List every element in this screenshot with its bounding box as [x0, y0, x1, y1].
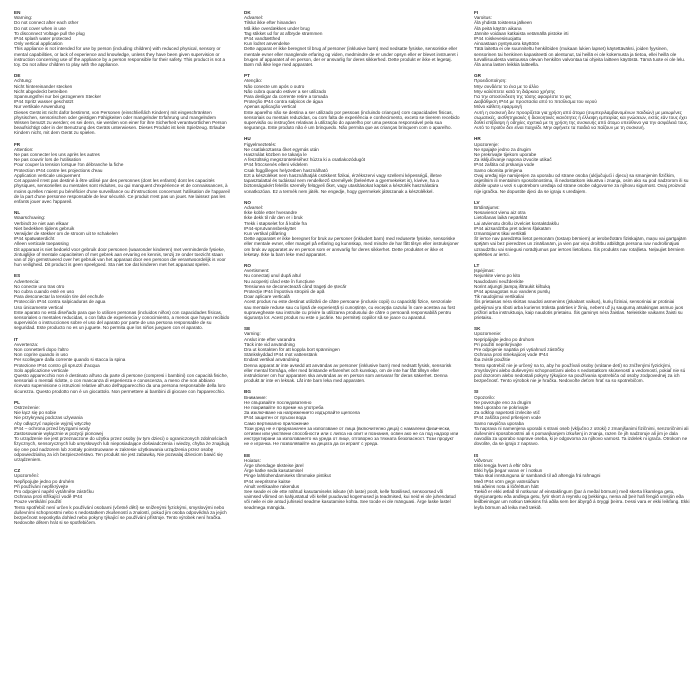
language-code: DE	[14, 73, 21, 79]
warning-heading: Advertencia:	[14, 278, 40, 284]
warning-line: Nu conectați unul după altul	[244, 273, 301, 279]
warning-line: Μόνο κάθετη εφαρμογή	[474, 104, 523, 110]
warning-line: Doar aplicare verticală	[244, 294, 290, 300]
warning-line: Ekki hylja þegar varan er í notkun	[474, 468, 543, 474]
warning-line: Ne spajajte jedno za drugim	[474, 146, 531, 152]
language-code: IS	[474, 452, 479, 458]
language-code: SI	[474, 389, 479, 395]
language-section-is	[474, 453, 690, 510]
warning-line: IP44 zaščita pred pršenjem vode	[474, 415, 541, 421]
language-code: FI	[474, 10, 479, 15]
language-section-pt	[244, 73, 460, 130]
warning-line: Með IP44 vörn gegn vatnsúðum	[474, 478, 540, 484]
warning-line: Διαβάθμιση IP44 με προστασία από το πιτσίλισμα του νερού	[474, 99, 597, 105]
column-right	[474, 10, 690, 692]
warning-line: Ne prekrivajte tijekom uporabe	[474, 152, 537, 158]
warning-line: Pri použití neprikrývajte	[474, 341, 522, 347]
warning-line: Niet bedekken tijdens gebruik	[14, 225, 75, 231]
usage-paragraph: Този уред не е предназначен за използване от лица (включително деца) с намалени физически, сетивни или умствени способности или с липса на опит и познания, освен ако не са под надзор или инструктирани за използването на уреда от лице, отговорно за тяхната безопасност. Този продукт не е играчка. Не позволявайте на децата да си играят с уреда.	[244, 425, 459, 447]
usage-paragraph: Dieses Gerät ist nicht dafür bestimmt, von Personen (einschließlich Kindern) mit eingeschränkten physischen, sensorischen oder geistigen Fähigkeiten oder mangelnder Erfahrung und mangelndem Wissen benutzt zu werden; es sei denn, sie werden von einer für ihre Sicherheit verantwortlichen Person beaufsichtigt oder in der Benutzung des Geräts unterwiesen. Dieses Produkt ist kein Spielzeug. Erlaube Kindern nicht, mit dem Gerät zu spielen.	[14, 109, 227, 136]
warning-heading: Varning:	[244, 331, 261, 337]
warning-line: Pour couper la tension lorsque l'on débranche la fiche	[14, 162, 124, 168]
warning-line: Tilslut ikke efter hinanden	[244, 20, 296, 26]
warning-heading: Brīdinājums:	[474, 204, 500, 210]
warning-line: Do not connect after each other	[14, 20, 79, 26]
warning-heading: Waarschuwing:	[14, 215, 46, 221]
warning-line: Nepřipojujte jedno po druhém	[14, 478, 75, 484]
usage-paragraph: Ta naprava ni namenjena uporabi s strani oseb (vključno z otroki) z zmanjšanimi fizičnimi, senzoričnimi ali duševnimi sposobnostmi ali s pomanjkanjem izkušenj in znanja, razen če jih nadzoruje ali jim je dala navodila za uporabo naprave oseba, ki je odgovorna za njihovo varnost. Ta izdelek ni igrača. Otrokom ne dovolite, da se igrajo z napravo.	[474, 425, 689, 447]
warning-line: A feszültség megszüntetéséhez húzza ki a csatlakozódugót	[244, 157, 366, 163]
warning-line: Não conecte um após o outro	[244, 83, 305, 89]
warning-line: Täck inte vid användning	[244, 341, 295, 347]
warning-line: Aby odłączyć napięcie wyjmij wtyczkę	[14, 420, 91, 426]
usage-paragraph: Αυτή η συσκευή δεν προορίζεται για χρήση από άτομα (συμπεριλαμβανομένων παιδιών) με μειωμένες σωματικές, αισθητηριακές ή διανοητικές ικανότητες ή έλλειψη εμπειρίας και γνώσεων, εκτός εάν τους έχει δοθεί επίβλεψη ή οδηγίες σχετικά με τη χρήση της συσκευής από άτομο υπεύθυνο για την ασφάλειά τους. Αυτό το προϊόν δεν είναι παιχνίδι. Μην αφήνετε τα παιδιά να παίζουν με τη συσκευή.	[474, 109, 689, 131]
warning-line: Do not cover when in use	[14, 25, 66, 31]
warning-line: IP44 veepritsme kaitse	[244, 478, 291, 484]
warning-line: Må ikke overdækkes under brug	[244, 25, 310, 31]
warning-line: Μην συνδέετε το ένα με το άλλο	[474, 83, 539, 89]
usage-paragraph: Cet appareil n'est pas destiné à être utilisé par des personnes (dont les enfants) dont les capacités physiques, sensorielles ou mentales sont réduites, ou qui manquent d'expérience et de connaissances, à moins qu'elles n'aient pu bénéficier d'une surveillance ou d'instructions concernant l'utilisation de l'appareil de la part d'une personne responsable de leur sécurité. Ce produit n'est pas un jouet. Ne laissez pas les enfants jouer avec l'appareil.	[14, 178, 230, 204]
warning-line: Ne csatlakoztassa őket egymás után	[244, 146, 319, 152]
warning-heading: Avertisment:	[244, 268, 270, 274]
warning-line: To disconnect Voltage pull the plug	[14, 30, 85, 36]
warning-line: Jännite voidaan katkaista vetämällä pistoke irti	[474, 30, 569, 36]
warning-line: Non coprire quando in uso	[14, 352, 68, 358]
warning-line: Älä yhdistä toistensa jälkeen	[474, 20, 532, 26]
language-section-hu	[244, 136, 460, 193]
warning-line: Per scollegare dalla corrente quando si stacca la spina	[14, 357, 126, 363]
usage-paragraph: Ezt a készüléket nem használhatják csökkent fizikai, érzékszervi vagy szellemi képességű, illetve tapasztalattal és tudással nem rendelkező személyek (beleértve a gyermekeket is), kivéve, ha a biztonságukért felelős személy felügyeli őket, vagy utasításokat kaptak a készülék használatára vonatkozóan. Ez a termék nem játék. Ne engedje, hogy gyermekek játsszanak a készülékkel.	[244, 172, 442, 194]
warning-heading: Viðvörun:	[474, 457, 494, 463]
warning-line: Samo okomita primjena	[474, 167, 523, 173]
usage-paragraph: Este aparato no está diseñado para que lo utilicen personas (incluidos niños) con capacidades físicas, sensoriales o mentales reducidas, o con falta de experiencia y conocimiento, a menos que hayan recibido supervisión o instrucciones sobre el uso del aparato por parte de una persona responsable de su seguridad. Este producto no es un juguete. No permita que los niños jueguen con el aparato.	[14, 309, 230, 331]
warning-heading: Hoiatus:	[244, 457, 261, 463]
warning-heading: Avvertenza:	[14, 341, 39, 347]
warning-line: Não cubra quando estiver a ser utilizado	[244, 88, 327, 94]
usage-paragraph: Dit apparaat is niet bedoeld voor gebruik door personen (waaronder kinderen) met verminderde fysieke, zintuiglijke of mentale capaciteiten of met gebrek aan ervaring en kennis, tenzij ze onder toezicht staan van of zijn geïnstrueerd over het gebruik van het apparaat door een persoon die verantwoordelijk is voor hun veiligheid. Dit product is geen speelgoed. Sta niet toe dat kinderen met het apparaat spelen.	[14, 246, 226, 268]
language-code: RO	[244, 262, 251, 268]
warning-line: Nicht hintereinander stecken	[14, 83, 73, 89]
warning-line: Trekk i støpselet for å koble fra	[244, 220, 307, 226]
warning-line: Má aðeins nota á lóðréttum hátt	[474, 483, 539, 489]
warning-line: Apenas aplicação vertical	[244, 104, 297, 110]
warning-line: No conecte uno tras otro	[14, 283, 65, 289]
column-left	[14, 10, 230, 692]
language-section-bg	[244, 389, 460, 446]
usage-paragraph: Tätä laitetta ei ole suunniteltu henkilöiden (mukaan lukien lapset) käytettäväksi, joiden fyysinen, sensorinen tai henkinen kapasiteetti on alentunut, tai heillä ei ole kokemusta ja tietoa, ellei heillä ole turvallisuudesta vastuussa olevan henkilön valvontaa tai ohjeita laitteen käytöstä. Tämä tuote ei ole lelu. Älä anna lasten leikkiä laitteella.	[474, 46, 686, 68]
warning-line: Ochrana proti stříkající vodě IP44	[14, 494, 83, 500]
usage-paragraph: To urządzenie nie jest przeznaczone do użytku przez osoby (w tym dzieci) o ograniczonych zdolnościach fizycznych, sensorycznych lub umysłowych lub nieposiadające doświadczenia i wiedzy, chyba że znajdują się one pod nadzorem lub zostały poinstruowane w zakresie użytkowania urządzenia przez osobę odpowiedzialną za ich bezpieczeństwo. Ten produkt nie jest zabawką. Nie pozwalaj dzieciom bawić się urządzeniem.	[14, 436, 230, 463]
warning-line: Stänkskyddad IP44 mot vattenstänk	[244, 352, 318, 358]
warning-line: IP44 apsaugotas nuo vandens purslų	[474, 288, 550, 294]
warning-line: Nejunkite vieno po kito	[474, 273, 521, 279]
language-code: EN	[14, 10, 21, 15]
warning-line: Kun vertikal påføring	[244, 230, 287, 236]
language-section-cz	[14, 468, 230, 525]
language-section-lt	[474, 263, 690, 320]
warning-line: Para desconectar la tensión tire del enchufe	[14, 294, 104, 300]
warning-line: Nepripájajte jedno po druhom	[474, 336, 535, 342]
warning-line: Ne povezujte eno za drugim	[474, 399, 532, 405]
warning-line: Ainult vertikaalne rakendus	[244, 483, 300, 489]
language-code: IT	[14, 336, 19, 342]
warning-heading: Opozorilo:	[474, 394, 495, 400]
warning-line: Anslut inte efter varandra	[244, 336, 296, 342]
warning-line: Izmantojams tikai vertikāli	[474, 230, 527, 236]
language-code: DK	[244, 10, 251, 15]
language-section-dk	[244, 10, 460, 67]
language-section-en	[14, 10, 230, 67]
language-code: ES	[14, 273, 21, 279]
warning-line: Zastosowanie wyłącznie w pozycji pionowej	[14, 431, 103, 437]
warning-line: Ikke koble etter hverandre	[244, 210, 298, 216]
warning-line: IP44 защитен от пръски вода	[244, 415, 307, 421]
warning-line: Iba zvislé použitie	[474, 357, 511, 363]
warning-line: Ochrana proti striekajúcej vode IP44	[474, 352, 549, 358]
column-middle	[244, 10, 460, 692]
language-section-sk	[474, 326, 690, 383]
warning-line: Ärge ühendage üksteise järel	[244, 463, 304, 469]
warning-line: IP44 splash water protected	[14, 36, 71, 42]
language-section-ee	[244, 453, 460, 510]
warning-line: Verbindt ze niet aan elkaar	[14, 220, 69, 226]
warning-heading: Warning:	[14, 15, 33, 21]
language-code: PT	[244, 73, 250, 79]
warning-line: Nesavienot vienu aiz otra	[474, 210, 526, 216]
warning-heading: Advarsel:	[244, 15, 264, 21]
language-code: SE	[244, 326, 251, 332]
warning-line: Uso únicamente vertical	[14, 304, 64, 310]
warning-line: IP44 – ochrona przed bryzgami wody	[14, 425, 90, 431]
warning-line: Protezione IP44 contro gli spruzzi d'acqua	[14, 362, 100, 368]
language-code: HU	[244, 136, 251, 142]
language-section-ro	[244, 263, 460, 320]
usage-paragraph: Šī ierīce nav paredzēta lietot personām (tostarp bērniem) ar ierobežotām fiziskajām, maņu vai garīgajām spējām vai bez pieredzes un zināšanām, ja vien par viņu drošību atbildīgā persona nav nodrošinājusi uzraudzību vai sniegusi norādījumus par ierīces lietošanu. Šis produkts nav rotaļlieta. Neļaujiet bērniem spēlēties ar ierīci.	[474, 236, 687, 257]
warning-heading: Įspėjimas:	[474, 268, 495, 274]
warning-line: Med uporabo ne pokrivajte	[474, 405, 529, 411]
warning-line: Älä peitä käytön aikana	[474, 25, 522, 31]
warning-line: Protecție IP44 împotriva stropirii de apă	[244, 288, 325, 294]
warning-heading: Προειδοποίηση:	[474, 78, 507, 84]
warning-heading: Upozorenje:	[474, 141, 499, 147]
usage-paragraph: Tækið er ekki ætlað til notkunar af einstaklingum (þar á meðal börnum) með skerta líkamlega getu, skynjunargetu eða andlega getu, fyrir skort á reynslu og þekkingu, nema að þeir hafi fengið umsjón eða leiðbeiningar um notkun tækisins frá aðila sem ber ábyrgð á öryggi þeirra. Þessi vara er ekki leikfang. Ekki leyfa börnum að leika með tækið.	[474, 489, 690, 510]
warning-line: IP44 Spritz wasser geschützt	[14, 99, 74, 105]
warning-line: Nicht abgedeckt betreiben	[14, 88, 68, 94]
warning-line: Alleen verticale toepassing	[14, 241, 69, 247]
language-section-gr	[474, 73, 690, 130]
warning-line: Lietošanas laikā nepārklāt	[474, 215, 528, 221]
warning-line: Ekki tengja hvert á eftir öðru	[474, 463, 532, 469]
warning-line: Tik naudojimui vertikaliai	[474, 294, 524, 300]
usage-paragraph: Denna apparat är inte avsedd att användas av personer (inklusive barn) med nedsatt fysisk, sensorisk eller mental förmåga, eller med bristande erfarenhet och kunskap, om de inte har fått tillsyn eller instruktioner om hur apparaten ska användas av en person som ansvarar för deras säkerhet. Denna produkt är inte en leksak. Låt inte barn leka med apparaten.	[244, 362, 452, 384]
usage-paragraph: See seade ei ole ette nähtud kasutamiseks isikute (sh laste) poolt, kelle füüsilised, sensoorsed või vaimsed võimed on kahjustatud või kellel puuduvad kogemused ja teadmised, kui neid ei ole juhendatud või neile ei ole antud juhiseid seadme kasutamise kohta. See toode ei ole mänguasi. Ärge laske lastel seadmega mängida.	[244, 489, 456, 510]
language-section-si	[474, 389, 690, 446]
warning-line: Verwijder de stekker om de stroom uit te schakelen	[14, 230, 118, 236]
warning-line: Nie łącz się po sobie	[14, 410, 57, 416]
warning-line: Při používání nepřikrývejte	[14, 483, 69, 489]
language-section-pl	[14, 400, 230, 462]
warning-line: IP44 roiskevesisuojattu	[474, 36, 522, 42]
warning-heading: Atenção:	[244, 78, 263, 84]
language-section-se	[244, 326, 460, 383]
warning-line: Не покривайте по време на употреба	[244, 405, 324, 411]
warning-line: Non connetterli dopo l'altro	[14, 346, 69, 352]
warning-line: Protección IP44 contra salpicaduras de agua	[14, 299, 106, 305]
language-section-es	[14, 273, 230, 330]
language-code: SK	[474, 326, 481, 332]
warning-line: Taka skal innstunguna úr sambandi til að aftengja frá rafmagni	[474, 473, 601, 479]
warning-line: Ne pas connecter les uns après les autres	[14, 152, 100, 158]
warning-line: Ärge katke seda kasutamisel	[244, 468, 303, 474]
warning-line: Használat közben ne takarja le	[244, 152, 307, 158]
language-section-no	[244, 200, 460, 257]
warning-line: За изключване на напрежението издърпайте щепсела	[244, 410, 360, 416]
warning-line: Pinge lahtiühendamiseks tõmmake pistikut	[244, 473, 331, 479]
language-section-fi	[474, 10, 690, 67]
warning-line: Tag stikket ud for at afbryde strømmen	[244, 30, 323, 36]
usage-paragraph: Questo apparecchio non è destinato all'uso da parte di persone (compresi i bambini) con capacità fisiche, sensoriali o mentali ridotte, o con mancanza di esperienza e conoscenza, a meno che non abbiano ricevuto supervisione o istruzioni relative all'uso dell'apparecchio da una persona responsabile della loro sicurezza. Questo prodotto non è un giocattolo. Non permettere ai bambini di giocare con l'apparecchio.	[14, 373, 229, 394]
language-code: NL	[14, 210, 21, 216]
warning-line: Не свързвайте последователно	[244, 399, 312, 405]
warning-line: Protection IP44 contre les projections d'eau	[14, 167, 103, 173]
warning-line: Samo navpična uporaba	[474, 420, 524, 426]
warning-line: Pouze vertikální použití	[14, 499, 62, 505]
warning-line: Only vertical application	[14, 41, 63, 47]
language-code: PL	[14, 399, 20, 405]
warning-line: Pre odpojenie napätia pri vytiahnutí zástrčky	[474, 346, 565, 352]
language-code: LT	[474, 262, 480, 268]
warning-line: Spannungsfrei nur bei gezogenem Stecker	[14, 94, 102, 100]
language-code: NO	[244, 199, 251, 205]
warning-heading: Varoitus:	[474, 15, 492, 21]
warning-line: Nu acoperiți când este în funcțiune	[244, 278, 315, 284]
warning-line: Application verticale uniquement	[14, 172, 81, 178]
warning-line: Proteção IP44 contra salpicos de água	[244, 99, 323, 105]
warning-line: Lai atvienotu drošu izvelciet kontaktdakšu	[474, 220, 559, 226]
warning-line: Μην καλύπτετε κατά τη διάρκεια χρήσης	[474, 88, 556, 94]
usage-paragraph: Šis prietaisas nėra skirtas naudoti asmenims (įskaitant vaikus), kurių fiziniai, sensoriniai ar protiniai gebėjimai yra riboti arba kuriems trūksta patirties ir žinių, nebent už jų saugumą atsakingas asmuo juos prižiūri arba instruktuoja, kaip naudotis prietaisu. Šis gaminys nėra žaislas. Neleiskite vaikams žaisti su prietaisu.	[474, 299, 684, 320]
warning-line: IP44-sprutvannsbeskyttet	[244, 225, 296, 231]
warning-heading: Upozornění:	[14, 473, 40, 479]
warning-line: IP44 spatwaterdicht	[14, 236, 55, 242]
warning-line: IP44 aizsardzība pret ūdens šļakatām	[474, 225, 551, 231]
warning-line: Για την αποσύνδεση της τάσης αφαιρέστε το φις	[474, 94, 572, 100]
warning-line: Norint atjungti įtampą ištraukit kištuką	[474, 283, 551, 289]
warning-heading: Внимание:	[244, 394, 267, 400]
warning-line: Para desligar da corrente retire a tomada	[244, 94, 328, 100]
warning-line: Za odklop napetosti izvlecite vtič	[474, 410, 540, 416]
language-section-it	[14, 337, 230, 394]
usage-paragraph: Dette apparat er ikke beregnet til brug af personer (inklusive børn) med nedsatte fysiske, sensoriske eller mentale evner eller manglende erfaring og viden, medmindre de er under opsyn eller er blevet instrueret i brugen af apparatet af en person, der er ansvarlig for deres sikkerhed. Dette produkt er ikke et legetøj. Børn må ikke lege med apparatet.	[244, 46, 458, 68]
warning-line: Endast vertikal användning	[244, 357, 300, 363]
warning-heading: Attention:	[14, 146, 34, 152]
warning-line: IP44 vandtætthed	[244, 36, 281, 42]
language-code: LV	[474, 199, 480, 205]
warning-line: IP44 fröccsenés elleni védelem	[244, 162, 308, 168]
warning-line: Само вертикално приложение	[244, 420, 309, 426]
language-code: HR	[474, 136, 481, 142]
usage-paragraph: Tento spotrebič nie je určený na to, aby ho používali osoby (vrátane detí) so zníženými fyzickými, zmyslovými alebo duševnými schopnosťami alebo s nedostatkom skúseností a vedomostí, pokiaľ nie sú pod dozorom alebo nedostali pokyny týkajúce sa používania spotrebiča od osoby zodpovednej za ich bezpečnosť. Tento výrobok nie je hračka. Nedovoľte deťom hrať sa so spotrebičom.	[474, 362, 686, 384]
warning-line: IP44 zaštita od prskanja vode	[474, 162, 535, 168]
warning-line: Tensiunea se deconectează când trageți de ștecăr	[244, 283, 347, 289]
warning-line: Nie przykrywaj podczas używania	[14, 415, 83, 421]
usage-paragraph: Tento spotřebič není určen k používání osobami (včetně dětí) se sníženými fyzickými, smyslovými nebo duševními schopnostmi nebo s nedostatkem zkušeností a znalostí, pokud jim osoba odpovědná za jejich bezpečnost neposkytla dohled nebo pokyny týkající se používání přístroje. Tento výrobek není hračka. Nedovolte dětem hrát si se spotřebičem.	[14, 504, 227, 526]
language-section-nl	[14, 210, 230, 267]
warning-line: Dra ut kontakten för att koppla bort spänningen	[244, 346, 340, 352]
warning-heading: Ostrzeżenie:	[14, 405, 40, 411]
usage-paragraph: This appliance is not intended for use by person (including children) with reduced physical, sensory or mental capabilities, or lack of experience and knowledge, unless they have been given supervision or instruction concerning use of the appliance by a person responsible for their safety. This product is not a toy. Do not allow children to play with the appliance.	[14, 46, 226, 68]
warning-heading: Figyelmeztetés:	[244, 141, 277, 147]
language-section-de	[14, 73, 230, 135]
language-code: FR	[14, 141, 21, 147]
warning-line: No cubra cuando esté en uso	[14, 288, 75, 294]
language-code: BG	[244, 389, 251, 395]
warning-line: Ne pas couvrir lors de l'utilisation	[14, 157, 82, 163]
warning-line: Nur vertikale Anwendung	[14, 104, 66, 110]
warning-line: Kun lodret anvendelse	[244, 41, 290, 47]
warning-line: Za isključivanje napona izvucite utikač	[474, 157, 552, 163]
warning-line: Ainoastaan pystysuora käyttöön	[474, 41, 540, 47]
warning-heading: Advarsel:	[244, 204, 264, 210]
warning-heading: Upozornenie:	[474, 331, 502, 337]
language-code: GR	[474, 73, 481, 79]
warning-heading: Achtung:	[14, 78, 33, 84]
usage-paragraph: Dette apparatet er ikke beregnet for bruk av personer (inkludert barn) med reduserte fysiske, sensoriske eller mentale evner, eller mangel på erfaring og kunnskap, med mindre de har fått tilsyn eller instruksjoner om bruk av apparatet av en person som er ansvarlig for deres sikkerhet. Dette produktet er ikke et leketøy. Ikke la barn leke med apparatet.	[244, 236, 459, 257]
warning-line: Naudodami neuždenkite	[474, 278, 524, 284]
usage-paragraph: Acest produs nu este destinat utilizării de către persoane (inclusiv copii) cu capacități fizice, senzoriale sau mentale reduse sau cu lipsă de experiență și cunoștințe, cu excepția cazului în care acestea au fost supravegheate sau instruite cu privire la utilizarea produsului de către o persoană responsabilă pentru siguranța lor. Acest produs nu este o jucărie. Nu permiteți copiilor să se joace cu aparatul.	[244, 299, 455, 320]
warning-line: Csak függőleges helyzetben használható	[244, 167, 328, 173]
usage-paragraph: Este aparelho não se destina a ser utilizado por pessoas (incluindo crianças) com capacidades físicas, sensoriais ou mentais reduzidas, ou com falta de experiência e conhecimento, exceto se tiverem recebido supervisão ou instruções relativas à utilização do aparelho por uma pessoa responsável pela sua segurança. Este produto não é um brinquedo. Não permita que as crianças brinquem com o aparelho.	[244, 109, 460, 131]
language-code: EE	[244, 452, 251, 458]
usage-paragraph: Ovaj uređaj nije namijenjen za uporabu od strane osoba (uključujući i djecu) sa smanjenim fizičkim, osjetilnim ili mentalnim sposobnostima, ili nedostatkom iskustva i znanja, osim ako su pod nadzorom ili su dobile upute u vezi s upotrebom uređaja od strane osobe odgovorne za njihovu sigurnost. Ovaj proizvod nije igračka. Ne dopustite djeci da se igraju s uređajem.	[474, 172, 689, 194]
language-section-fr	[14, 142, 230, 204]
language-code: CZ	[14, 468, 21, 474]
warning-line: Pro odpojení napětí vytáhněte zástrčku	[14, 489, 94, 495]
warning-line: Ikke dekk til når den er i bruk	[244, 215, 303, 221]
language-section-hr	[474, 136, 690, 193]
warning-line: Solo applicazione verticale	[14, 367, 69, 373]
language-section-lv	[474, 200, 690, 257]
